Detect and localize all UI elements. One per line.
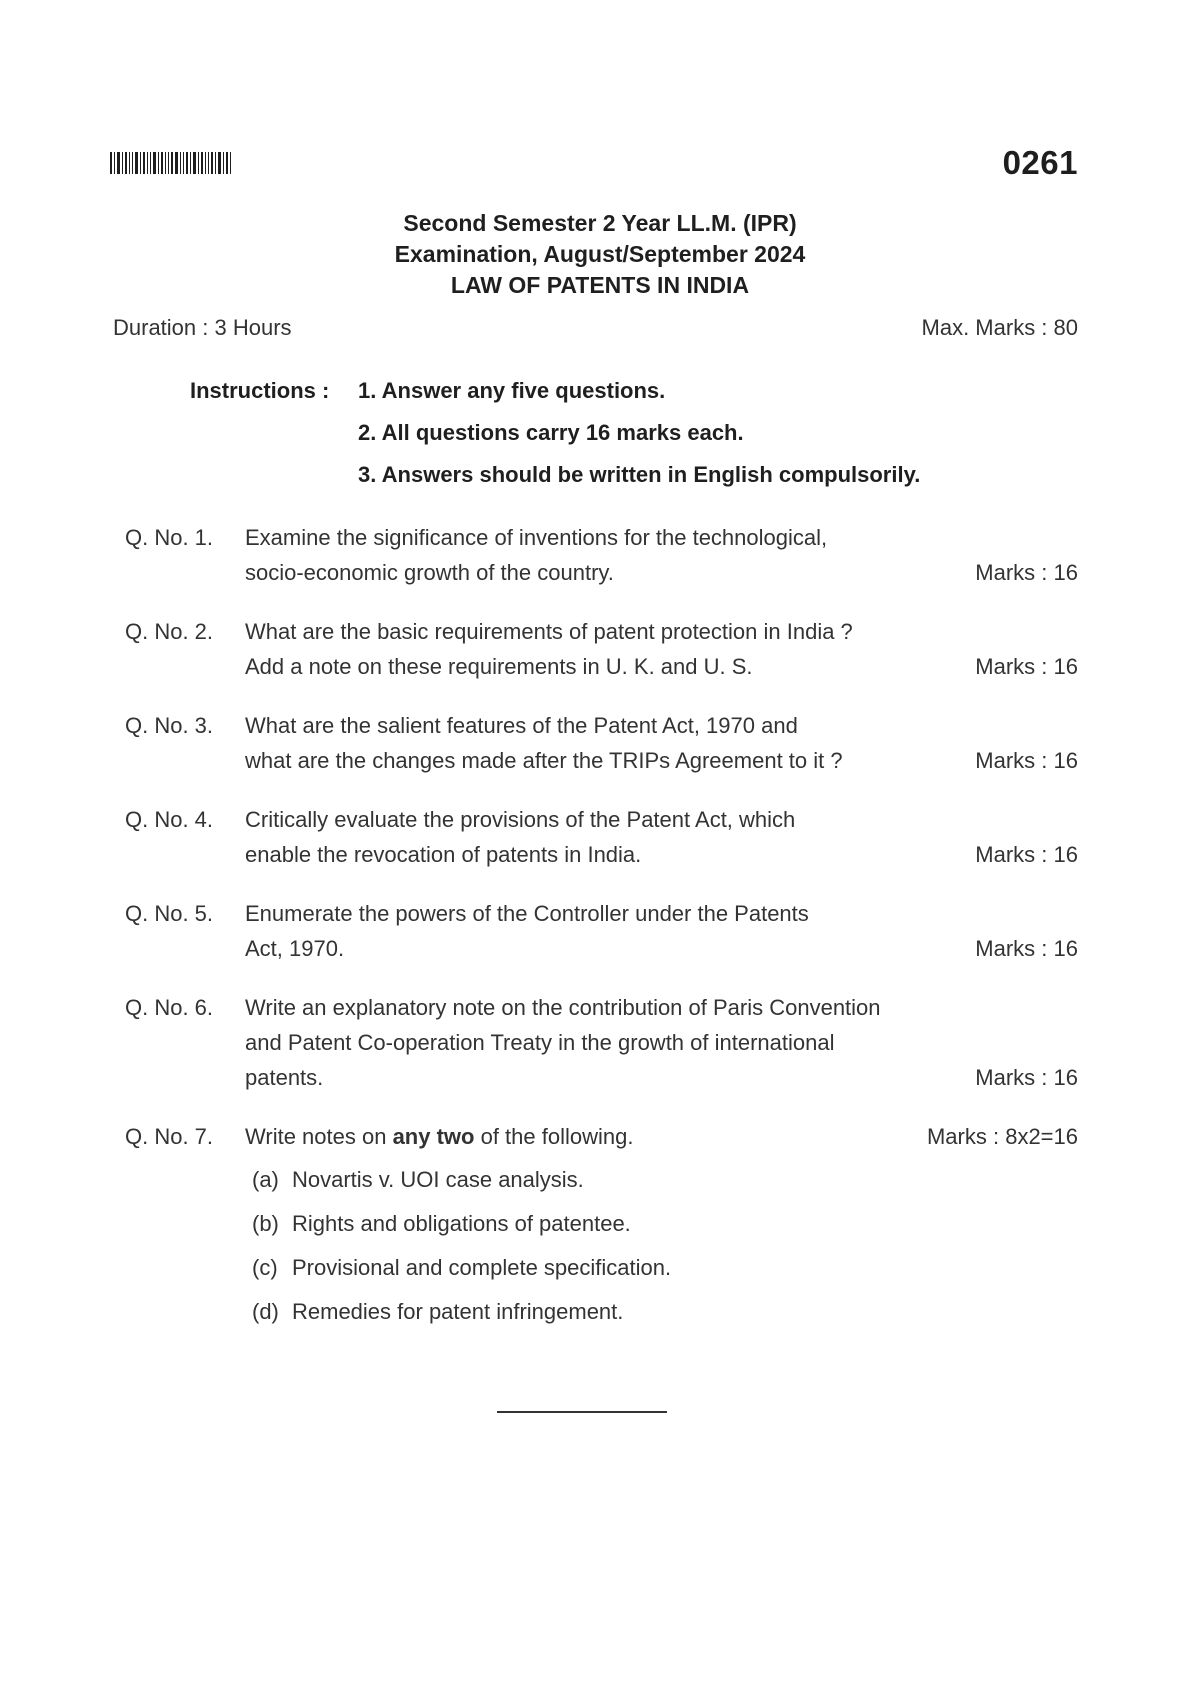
question-text-suffix: of the following. (474, 1124, 634, 1149)
question-number: Q. No. 4. (125, 807, 214, 832)
question-text-line: Critically evaluate the provisions of the Patent Act, which (245, 807, 796, 832)
max-marks-text: Max. Marks : 80 (921, 315, 1078, 340)
subitem (252, 1162, 1078, 1197)
question-2 (125, 614, 1078, 684)
question-marks: Marks : 16 (975, 936, 1078, 961)
question-number: Q. No. 5. (125, 901, 214, 926)
barcode-graphic (110, 152, 250, 174)
exam-meta-row (113, 315, 1078, 341)
question-number: Q. No. 6. (125, 995, 214, 1020)
question-marks: Marks : 16 (975, 560, 1078, 585)
question-3 (125, 708, 1078, 778)
question-text-line: socio-economic growth of the country. (245, 560, 614, 585)
question-text-line: What are the salient features of the Patent Act, 1970 and (245, 713, 798, 738)
subitem-label: (b) (252, 1211, 279, 1236)
question-marks: Marks : 8x2=16 (926, 1124, 1078, 1149)
question-number: Q. No. 3. (125, 713, 214, 738)
question-6 (125, 990, 1078, 1095)
question-4 (125, 802, 1078, 872)
question-number: Q. No. 1. (125, 525, 214, 550)
question-text-line: patents. (245, 1065, 324, 1090)
question-text-line: Enumerate the powers of the Controller under the Patents (245, 901, 809, 926)
duration-text: Duration : 3 Hours (113, 315, 292, 340)
question-number: Q. No. 2. (125, 619, 214, 644)
question-text-line: Examine the significance of inventions for the technological, (245, 525, 828, 550)
instruction-item: 1. Answer any five questions. (358, 378, 666, 403)
exam-subject-title: LAW OF PATENTS IN INDIA (450, 272, 750, 298)
exam-title-line-2: Examination, August/September 2024 (394, 241, 806, 267)
subitem (252, 1294, 1078, 1329)
instruction-item: 3. Answers should be written in English compulsorily. (358, 462, 921, 487)
question-text-emphasis: any two (392, 1124, 475, 1149)
subitem-label: (d) (252, 1299, 279, 1324)
subitem-text: Remedies for patent infringement. (292, 1299, 624, 1324)
instructions-block (190, 378, 920, 504)
subitem-list (245, 1162, 1078, 1329)
question-text-line: what are the changes made after the TRIPs Agreement to it ? (245, 748, 843, 773)
question-marks: Marks : 16 (975, 1065, 1078, 1090)
subitem-label: (a) (252, 1167, 279, 1192)
question-text-prefix: Write notes on (245, 1124, 393, 1149)
question-text-line: What are the basic requirements of patent protection in India ? (245, 619, 853, 644)
subitem-label: (c) (252, 1255, 278, 1280)
question-5 (125, 896, 1078, 966)
question-text-line: Add a note on these requirements in U. K. and U. S. (245, 654, 753, 679)
question-text-line: Write an explanatory note on the contribution of Paris Convention (245, 995, 881, 1020)
question-text-line: enable the revocation of patents in India. (245, 842, 642, 867)
subitem (252, 1206, 1078, 1241)
end-of-paper-rule (497, 1411, 667, 1413)
subitem-text: Provisional and complete specification. (292, 1255, 672, 1280)
question-text-line: and Patent Co-operation Treaty in the growth of international (245, 1030, 835, 1055)
question-number: Q. No. 7. (125, 1124, 214, 1149)
question-1 (125, 520, 1078, 590)
instructions-label: Instructions : (190, 378, 330, 403)
question-marks: Marks : 16 (975, 654, 1078, 679)
exam-title-line-1: Second Semester 2 Year LL.M. (IPR) (403, 210, 797, 236)
question-text-line (245, 1119, 633, 1154)
question-marks: Marks : 16 (975, 842, 1078, 867)
question-marks: Marks : 16 (975, 748, 1078, 773)
exam-title-block (300, 208, 900, 301)
subitem (252, 1250, 1078, 1285)
question-text-line: Act, 1970. (245, 936, 345, 961)
question-7 (125, 1119, 1078, 1338)
subitem-text: Novartis v. UOI case analysis. (292, 1167, 584, 1192)
subitem-text: Rights and obligations of patentee. (292, 1211, 631, 1236)
questions-list (125, 520, 1078, 1362)
instruction-item: 2. All questions carry 16 marks each. (358, 420, 744, 445)
paper-code: 0261 (1002, 144, 1078, 181)
